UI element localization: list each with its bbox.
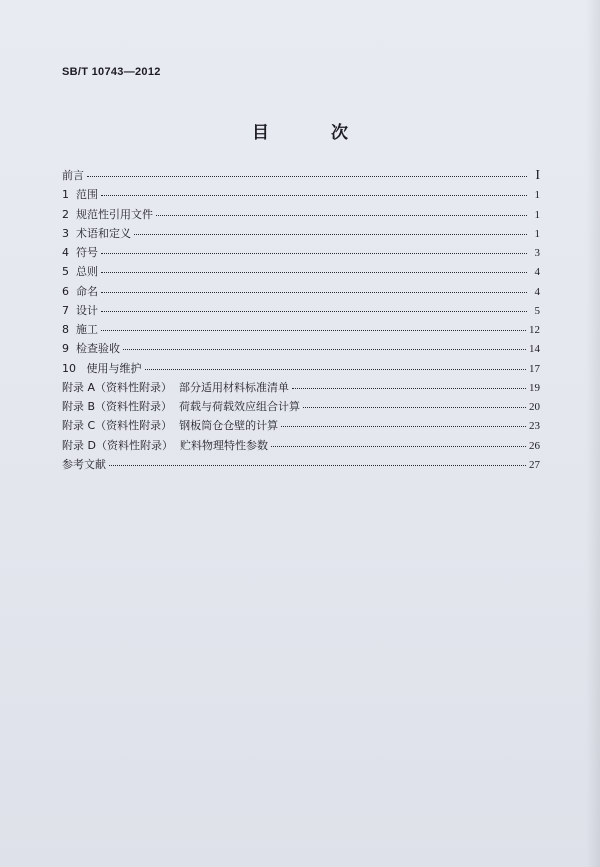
toc-entry-label: 10 使用与维护 [62, 361, 142, 375]
toc-entry[interactable] [62, 398, 540, 417]
toc-entry-page-number: 5 [534, 304, 540, 317]
dot-leader [101, 252, 527, 254]
dot-leader [87, 175, 527, 177]
dot-leader [134, 233, 527, 235]
toc-entry[interactable] [62, 225, 540, 244]
page-title: 目 次 [252, 123, 376, 143]
toc-entry-label: 附录 D（资料性附录） 贮料物理特性参数 [62, 438, 268, 452]
toc-entry[interactable] [62, 340, 540, 359]
dot-leader [109, 464, 526, 466]
dot-leader [156, 214, 527, 216]
toc-entry[interactable] [62, 283, 540, 302]
toc-entry-page-number: 23 [529, 420, 540, 433]
dot-leader [101, 291, 527, 293]
toc-entry[interactable] [62, 167, 540, 186]
dot-leader [101, 329, 526, 331]
toc-entry[interactable] [62, 360, 540, 379]
dot-leader [101, 194, 527, 196]
toc-entry-page-number: 26 [529, 439, 540, 452]
toc-entry[interactable] [62, 244, 540, 263]
toc-entry-page-number: 17 [529, 362, 540, 375]
toc-entry-page-number: 19 [529, 381, 540, 394]
dot-leader [101, 271, 527, 273]
toc-entry[interactable] [62, 456, 540, 475]
toc-entry-page-number: 1 [534, 208, 540, 221]
toc-entry[interactable] [62, 186, 540, 205]
toc-entry[interactable] [62, 379, 540, 398]
toc-entry-page-number: 1 [534, 189, 540, 202]
toc-entry-page-number: I [535, 168, 540, 183]
toc-entry-page-number: 4 [534, 266, 540, 279]
toc-entry-label: 6 命名 [62, 284, 98, 298]
toc-entry-label: 5 总则 [62, 265, 98, 279]
toc-entry-page-number: 3 [534, 247, 540, 259]
dot-leader [123, 348, 526, 350]
toc-entry[interactable] [62, 263, 540, 282]
toc-entry[interactable] [62, 417, 540, 436]
document-code: SB/T 10743—2012 [62, 66, 161, 78]
toc-entry[interactable] [62, 437, 540, 456]
dot-leader [303, 406, 526, 408]
toc-entry-page-number: 1 [534, 227, 540, 240]
toc-entry-label: 8 施工 [62, 323, 98, 336]
toc-entry-label: 附录 A（资料性附录） 部分适用材料标准清单 [62, 380, 290, 394]
toc-entry-label: 7 设计 [62, 303, 98, 317]
dot-leader [281, 425, 526, 427]
dot-leader [271, 445, 526, 447]
toc-entry-label: 2 规范性引用文件 [62, 207, 153, 221]
toc-entry-label: 参考文献 [62, 457, 106, 471]
toc-entry-label: 3 术语和定义 [62, 226, 131, 240]
toc-entry-label: 附录 C（资料性附录） 钢板筒仓仓壁的计算 [62, 419, 279, 433]
toc-entry-label: 前言 [62, 169, 84, 182]
dot-leader [145, 368, 527, 370]
toc-entry-label: 1 范围 [62, 188, 98, 202]
table-of-contents [62, 167, 540, 475]
dot-leader [292, 387, 526, 389]
toc-entry-page-number: 12 [529, 324, 540, 336]
toc-entry-page-number: 27 [529, 458, 540, 471]
toc-entry-page-number: 4 [534, 285, 540, 298]
toc-entry-label: 4 符号 [62, 246, 98, 259]
toc-entry-page-number: 14 [529, 343, 540, 356]
toc-entry[interactable] [62, 302, 540, 321]
toc-entry-label: 附录 B（资料性附录） 荷载与荷载效应组合计算 [62, 400, 301, 413]
toc-entry-page-number: 20 [529, 401, 540, 413]
toc-entry-label: 9 检查验收 [62, 342, 120, 356]
toc-entry[interactable] [62, 206, 540, 225]
dot-leader [101, 310, 527, 312]
toc-entry[interactable] [62, 321, 540, 340]
